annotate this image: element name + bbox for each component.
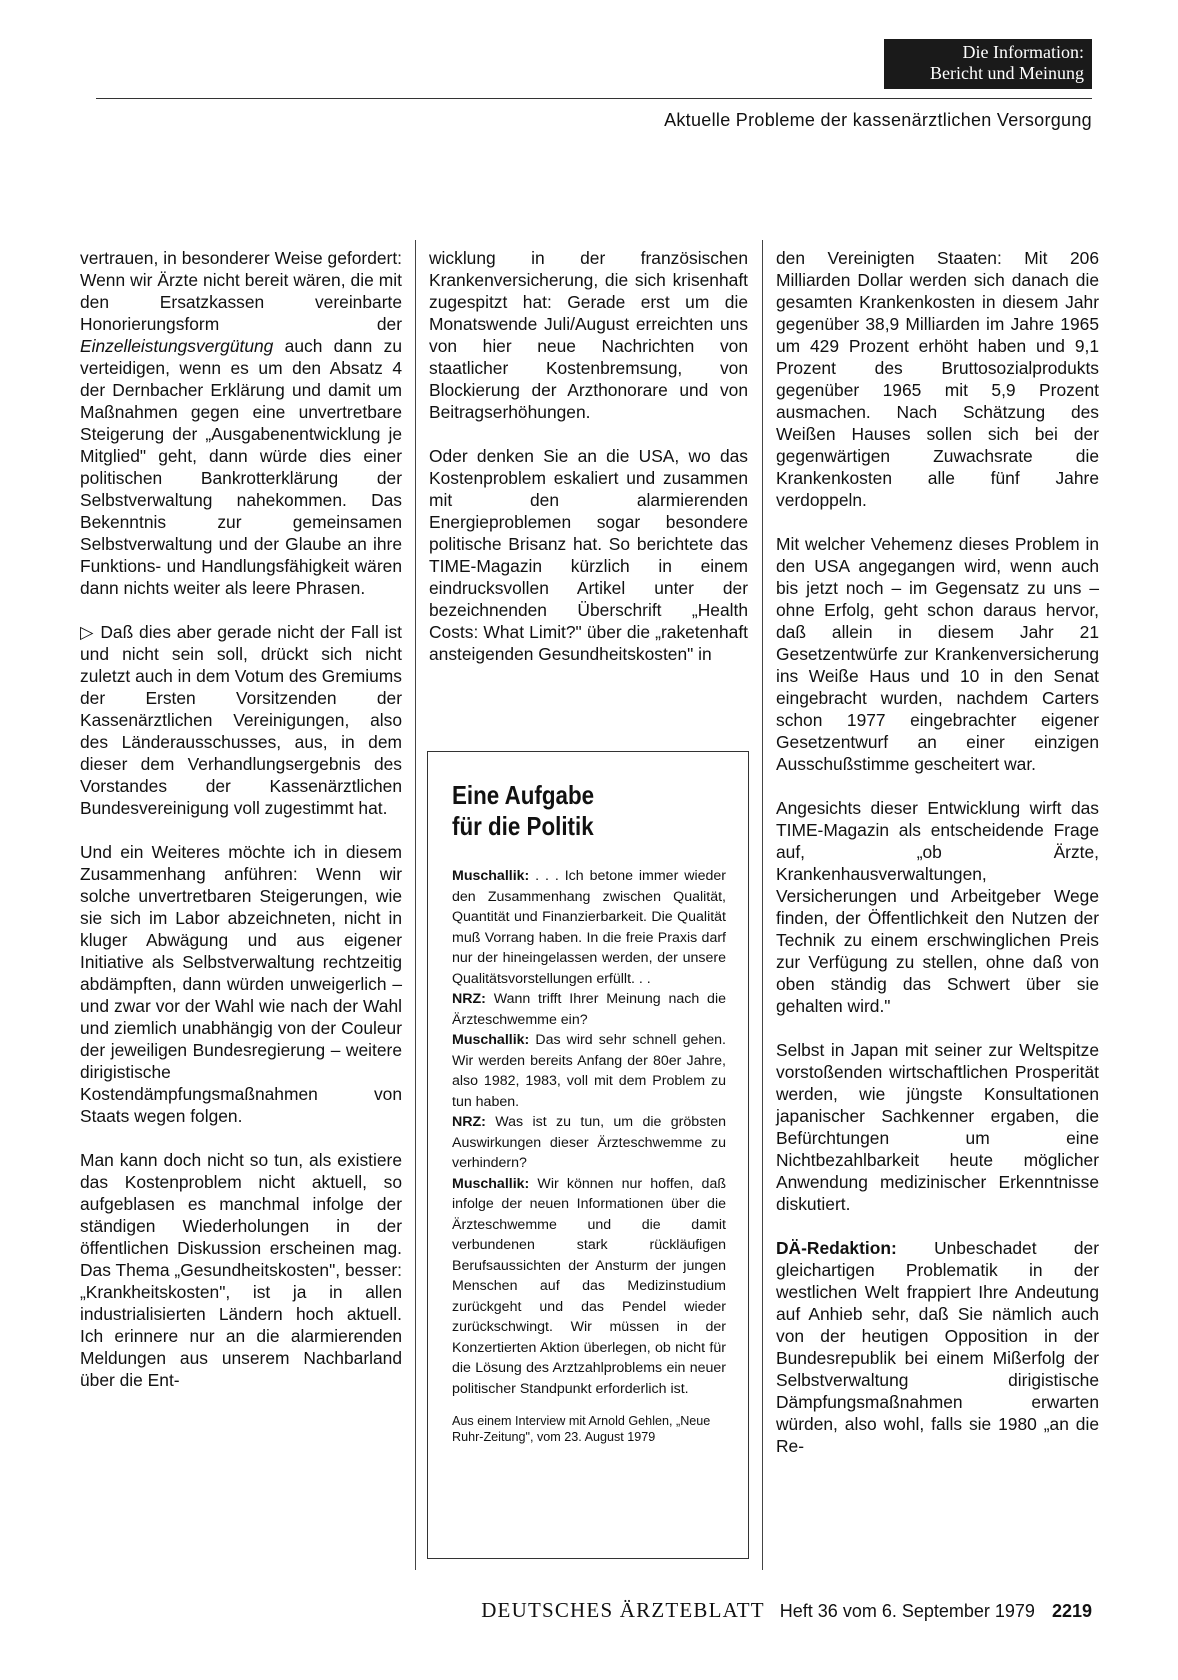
emphasis-term: Einzelleistungsvergütung [80, 336, 274, 356]
col2-paragraph-2: Oder denken Sie an die USA, wo das Kostenproblem eskaliert und zusammen mit den alarmierenden Energieproblemen sogar besondere politische Brisanz hat. So berichtete das TIME-Magazin kürzlich in einem eindrucksvollen Artikel unter der bezeichnenden Überschrift „Health Costs: What Limit?" über die „raketenhaft ansteigenden Gesundheitskosten" in [429, 446, 748, 664]
col3-paragraph-4: Selbst in Japan mit seiner zur Weltspitze vorstoßenden wirtschaftlichen Prosperität werden, wie jüngste Konsultationen japanischer Sachkenner ergaben, die Befürchtungen um eine Nichtbezahlbarkeit heute möglicher Anwendung medizinischer Erkenntnisse diskutiert. [776, 1040, 1099, 1214]
column-2 [429, 247, 748, 665]
journal-name: DEUTSCHES ÄRZTEBLATT [481, 1598, 765, 1622]
speaker-label: Muschallik: [452, 1175, 530, 1192]
header-rule [96, 98, 1092, 99]
sidebar-title: Eine Aufgabe für die Politik [452, 780, 595, 841]
triangle-marker-icon: ▷ [80, 622, 95, 642]
col1-paragraph-3: Und ein Weiteres möchte ich in diesem Zusammenhang anführen: Wenn wir solche unvertretbaren Steigerungen, wie sie sich im Labor abzeichneten, nicht in kluger Abwägung und aus eigener Initiative als Selbstverwaltung rechtzeitig abdämpften, dann würden unweigerlich – und zwar vor der Wahl wie nach der Wahl und ziemlich unabhängig von der Couleur der jeweiligen Bundesregierung – weitere dirigistische Kostendämpfungsmaßnahmen von Staats wegen folgen. [80, 842, 402, 1126]
issue-info: Heft 36 vom 6. September 1979 [779, 1601, 1035, 1621]
speaker-label: Muschallik: [452, 1032, 530, 1048]
col1-paragraph-2: ▷ Daß dies aber gerade nicht der Fall ist und nicht sein soll, drückt sich nicht zuletzt auch in dem Votum des Gremiums der Ersten Vorsitzenden der Kassenärztlichen Vereinigungen, also des Länderausschusses, aus, in dem dieser dem Verhandlungsergebnis des Vorstandes der Kassenärztlichen Bundesvereinigung voll zugestimmt hat. [80, 622, 402, 818]
sidebar-interview [452, 866, 726, 1399]
col2-paragraph-1: wicklung in der französischen Krankenversicherung, die sich krisenhaft zugespitzt hat: Gerade erst um die Monatswende Juli/August erreichten uns von hier neue Nachrichten von staatlicher Kostenbremsung, von Blockierung der Arzthonorare und von Beitragserhöhungen. [429, 248, 748, 422]
interview-turn: Muschallik: Das wird sehr schnell gehen. Wir werden bereits Anfang der 80er Jahre, also 1982, 1983, voll mit dem Problem zu tun haben. [452, 1032, 726, 1110]
col1-paragraph-1: vertrauen, in besonderer Weise gefordert: Wenn wir Ärzte nicht bereit wären, die mit den Ersatzkassen vereinbarte Honorierungsform der Einzelleistungsvergütung auch dann zu verteidigen, wenn es um den Absatz 4 der Dernbacher Erklärung und damit um Maßnahmen gegen eine unvertretbare Steigerung der „Ausgabenentwicklung je Mitglied" geht, dann würde dies einer politischen Bankrotterklärung der Selbstverwaltung nahekommen. Das Bekenntnis zur gemeinsamen Selbstverwaltung und der Glaube an ihre Funktions- und Handlungsfähigkeit wären dann nichts weiter als leere Phrasen. [80, 248, 402, 598]
col3-paragraph-5: DÄ-Redaktion: Unbeschadet der gleichartigen Problematik in der westlichen Welt frappiert Ihre Andeutung auf Anhieb sehr, daß Sie nämlich auch von der heutigen Opposition in der Bundesrepublik bei einem Mißerfolg der Selbstverwaltung dirigistische Dämpfungsmaßnahmen erwarten würden, also wohl, falls sie 1980 „an die Re- [776, 1238, 1099, 1456]
column-divider-2 [762, 240, 763, 1570]
sidebar-box [427, 751, 749, 1559]
page-number: 2219 [1051, 1601, 1092, 1621]
badge-line-2: Bericht und Meinung [930, 63, 1084, 83]
column-3 [776, 247, 1099, 1457]
page-footer [481, 1598, 1092, 1623]
speaker-label: NRZ: [452, 991, 486, 1007]
interview-turn: NRZ: Was ist zu tun, um die gröbsten Auswirkungen dieser Ärzteschwemme zu verhindern? [452, 1114, 726, 1171]
col3-paragraph-2: Mit welcher Vehemenz dieses Problem in den USA angegangen wird, wenn auch bis jetzt noch – im Gegensatz zu uns – ohne Erfolg, geht schon daraus hervor, daß allein in diesem Jahr 21 Gesetzentwürfe zur Krankenversicherung ins Weiße Haus und 10 in den Senat eingebracht wurden, nachdem Carters schon 1977 eingebrachter eigener Gesetzentwurf an einer einzigen Ausschußstimme gescheitert war. [776, 534, 1099, 774]
col3-paragraph-1: den Vereinigten Staaten: Mit 206 Milliarden Dollar werden sich danach die gesamten Krankenkosten in diesem Jahr gegenüber 38,9 Milliarden im Jahre 1965 um 429 Prozent erhöht haben und 9,1 Prozent des Bruttosozialprodukts gegenüber 1965 mit 5,9 Prozent ausmachen. Nach Schätzung des Weißen Hauses sollen sich bei der gegenwärtigen Zuwachsrate die Krankenkosten alle fünf Jahre verdoppeln. [776, 248, 1099, 510]
speaker-label: NRZ: [452, 1114, 486, 1130]
badge-line-1: Die Information: [962, 42, 1084, 62]
running-title: Aktuelle Probleme der kassenärztlichen Versorgung [664, 110, 1092, 130]
col1-paragraph-4: Man kann doch nicht so tun, als existiere das Kostenproblem nicht aktuell, so aufgeblasen es manchmal infolge der ständigen Wiederholungen in der öffentlichen Diskussion erscheinen mag. Das Thema „Gesundheitskosten", besser: „Krankheitskosten", ist ja in allen industrialisierten Ländern hoch aktuell. Ich erinnere nur an die alarmierenden Meldungen aus unserem Nachbarland über die Ent- [80, 1150, 402, 1390]
column-1 [80, 247, 402, 1391]
interview-turn: Muschallik: Wir können nur hoffen, daß infolge der neuen Informationen über die Ärzteschwemme und die damit verbundenen stark rückläufigen Berufsaussichten der Ansturm der jungen Menschen auf das Medizinstudium zurückgeht und das Pendel wieder zurückschwingt. Wir müssen in der Konzertierten Aktion überlegen, ob nicht für die Lösung des Arztzahlproblems ein neuer politischer Standpunkt erforderlich ist. [452, 1175, 726, 1397]
editorial-label: DÄ-Redaktion: [776, 1238, 897, 1258]
column-divider-1 [415, 240, 416, 1570]
sidebar-source: Aus einem Interview mit Arnold Gehlen, „Neue Ruhr-Zeitung", vom 23. August 1979 [452, 1414, 711, 1444]
interview-turn: NRZ: Wann trifft Ihrer Meinung nach die Ärzteschwemme ein? [452, 991, 726, 1028]
col3-paragraph-3: Angesichts dieser Entwicklung wirft das TIME-Magazin als entscheidende Frage auf, „ob Ärzte, Krankenhausverwaltungen, Versicherungen und Arbeitgeber Wege finden, der Öffentlichkeit den Nutzen der Technik zu einem erschwinglichen Preis zur Verfügung zu stellen, ohne daß von oben ständig das Schwert über sie gehalten wird." [776, 798, 1099, 1016]
speaker-label: Muschallik: [452, 868, 530, 884]
interview-turn: Muschallik: . . . Ich betone immer wieder den Zusammenhang zwischen Qualität, Quantität und Finanzierbarkeit. Die Qualität muß Vorrang haben. In die freie Praxis darf nur der hineingelassen werden, der unsere Qualitätsvorstellungen erfüllt. . . [452, 868, 726, 987]
section-badge [884, 39, 1092, 89]
